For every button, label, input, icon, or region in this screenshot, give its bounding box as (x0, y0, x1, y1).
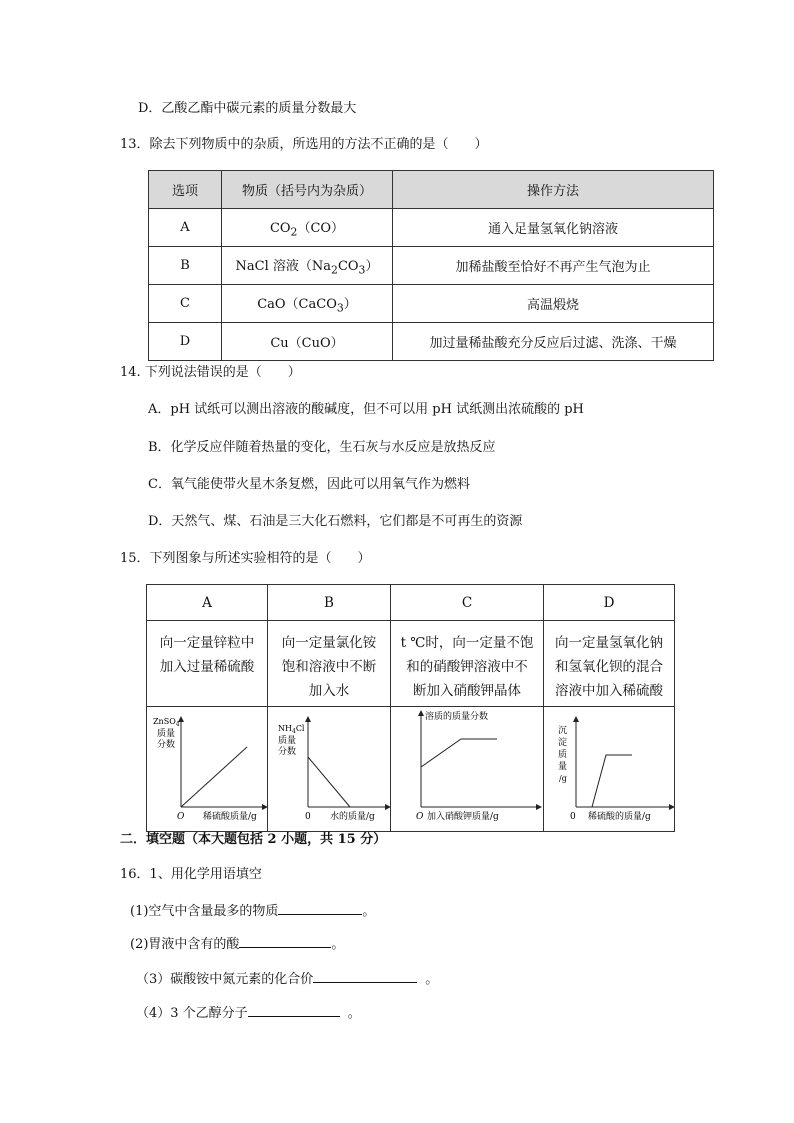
graph-d-curve (576, 755, 632, 807)
q15-desc-c (391, 621, 544, 707)
q16-item-2-text: (2)胃液中含有的酸 (130, 937, 240, 952)
graph-a-ylabel-3: 分数 (157, 740, 176, 750)
q13-row-b-method: 加稀盐酸至恰好不再产生气泡为止 (393, 247, 714, 285)
q15-header-c: C (391, 585, 544, 621)
desc-line: 向一定量氢氧化钠 (555, 635, 663, 651)
desc-line: 饱和溶液中不断 (281, 659, 377, 675)
graph-c (391, 707, 543, 823)
q13-table (148, 170, 714, 361)
q16-item-1 (130, 902, 375, 921)
desc-line: 加入水 (308, 683, 350, 699)
desc-line: 向一定量氯化铵 (281, 635, 377, 651)
q15-desc-d (544, 621, 675, 707)
q16-item-4 (136, 1004, 361, 1023)
q15-graph-c-cell (391, 707, 544, 832)
desc-line: 和氢氧化钡的混合 (555, 659, 663, 675)
q13-row-a (149, 209, 714, 247)
desc-line: 断加入硝酸钾晶体 (413, 683, 521, 699)
desc-line: 和的硝酸钾溶液中不 (406, 659, 528, 675)
graph-b (268, 707, 390, 823)
substance-rest: ） (343, 296, 357, 312)
q13-row-a-substance (222, 209, 393, 247)
q13-header-option: 选项 (149, 171, 222, 209)
subscript: 2 (331, 263, 338, 277)
q15-stem: 15．下列图象与所述实验相符的是（ ） (120, 551, 371, 566)
graph-d-xlabel: 稀硫酸的质量/g (588, 812, 651, 822)
graph-b-ylabel-3: 分数 (278, 747, 297, 757)
graph-d-ylabel-1: 沉 (558, 726, 568, 736)
q13-header-substance: 物质（括号内为杂质） (222, 171, 393, 209)
graph-c-xlabel: 加入硝酸钾质量/g (427, 812, 499, 822)
q14-option-c: C．氧气能使带火星木条复燃，因此可以用氧气作为燃料 (148, 477, 470, 492)
graph-b-xlabel: 水的质量/g (330, 812, 375, 822)
subscript: 3 (336, 301, 344, 315)
q13-row-d-method: 加过量稀盐酸充分反应后过滤、洗涤、干燥 (393, 323, 714, 361)
graph-a-ylabel-1: ZnSO$_4$ (153, 717, 180, 728)
substance-main: CaO（CaCO (257, 296, 337, 312)
q15-description-row (147, 621, 675, 707)
graph-a-curve (181, 747, 247, 807)
graph-a-xlabel: 稀硫酸质量/g (203, 812, 257, 822)
q15-header-b: B (268, 585, 391, 621)
graph-d-ylabel-5: /g (559, 774, 567, 783)
q16-item-4-end: 。 (347, 1006, 361, 1021)
graph-a (147, 707, 267, 823)
q13-row-c (149, 285, 714, 323)
desc-line: 加入过量稀硫酸 (159, 659, 255, 675)
q16-item-3-blank[interactable] (313, 970, 417, 983)
substance-main: NaCl 溶液（Na (235, 258, 332, 274)
graph-d-ylabel-4: 量 (558, 762, 568, 772)
q15-desc-b (268, 621, 391, 707)
graph-b-ylabel-2: 质量 (278, 736, 297, 746)
q16-item-2-blank[interactable] (239, 935, 331, 948)
q16-item-3-end: 。 (425, 972, 439, 987)
q15-graph-row (147, 707, 675, 832)
substance-main: CO (269, 220, 291, 236)
q16-item-3-text: （3）碳酸铵中氮元素的化合价 (136, 972, 314, 987)
desc-line: 向一定量锌粒中 (159, 635, 255, 651)
graph-a-origin: O (177, 812, 185, 822)
q15-table (146, 584, 675, 832)
q13-row-a-method: 通入足量氢氧化钠溶液 (393, 209, 714, 247)
q14-option-a: A．pH 试纸可以测出溶液的酸碱度，但不可以用 pH 试纸测出浓硫酸的 pH (148, 402, 584, 417)
q15-header-a: A (147, 585, 268, 621)
q13-row-b-option: B (149, 247, 222, 285)
graph-b-ylabel-1: $NH_4Cl$ (278, 724, 305, 735)
graph-b-origin: 0 (305, 812, 311, 822)
subscript: 2 (290, 225, 298, 239)
graph-d (544, 707, 674, 823)
q12-option-d: D．乙酸乙酯中碳元素的质量分数最大 (138, 101, 357, 116)
q13-header-method: 操作方法 (393, 171, 714, 209)
q16-item-4-blank[interactable] (248, 1004, 340, 1017)
q13-row-c-option: C (149, 285, 222, 323)
q15-graph-b-cell (268, 707, 391, 832)
q16-item-2 (130, 935, 344, 954)
subscript: 3 (358, 263, 366, 277)
q15-header-row (147, 585, 675, 621)
q15-header-d: D (544, 585, 675, 621)
graph-a-ylabel-2: 质量 (157, 729, 176, 739)
section-2-title: 二．填空题（本大题包括 2 小题，共 15 分） (120, 832, 387, 847)
q13-row-b-substance (222, 247, 393, 285)
q16-stem: 16．1、用化学用语填空 (120, 867, 262, 882)
q14-option-b: B．化学反应伴随着热量的变化，生石灰与水反应是放热反应 (148, 440, 496, 455)
q16-item-1-blank[interactable] (278, 902, 362, 915)
substance-end: ） (365, 258, 379, 274)
graph-d-ylabel-2: 淀 (558, 738, 568, 748)
q15-graph-a-cell (147, 707, 268, 832)
graph-d-ylabel-3: 质 (558, 750, 568, 760)
q16-item-2-end: 。 (331, 937, 345, 952)
graph-b-curve (308, 757, 350, 807)
q13-header-row (149, 171, 714, 209)
desc-line: t ℃时，向一定量不饱 (400, 635, 534, 651)
substance-rest: CO (337, 258, 359, 274)
q14-option-d: D．天然气、煤、石油是三大化石燃料，它们都是不可再生的资源 (148, 514, 523, 529)
q13-row-b (149, 247, 714, 285)
graph-c-curve (421, 739, 497, 767)
graph-d-origin: 0 (570, 812, 576, 822)
q14-stem: 14. 下列说法错误的是（ ） (120, 365, 301, 380)
q16-item-1-text: (1)空气中含量最多的物质 (130, 904, 279, 919)
q16-item-3 (136, 970, 438, 989)
q13-row-c-substance (222, 285, 393, 323)
desc-line: 溶液中加入稀硫酸 (555, 683, 663, 699)
q15-desc-a (147, 621, 268, 707)
q13-row-c-method: 高温煅烧 (393, 285, 714, 323)
q16-item-4-text: （4）3 个乙醇分子 (136, 1006, 248, 1021)
substance-rest: （CO） (297, 220, 345, 236)
graph-c-ylabel: 溶质的质量分数 (425, 712, 489, 722)
q13-row-d-option: D (149, 323, 222, 361)
graph-c-origin: O (416, 812, 424, 822)
q13-row-a-option: A (149, 209, 222, 247)
q13-stem: 13．除去下列物质中的杂质，所选用的方法不正确的是（ ） (120, 137, 488, 152)
q15-graph-d-cell (544, 707, 675, 832)
q13-row-d (149, 323, 714, 361)
q13-row-d-substance: Cu（CuO） (222, 323, 393, 361)
q16-item-1-end: 。 (362, 904, 376, 919)
